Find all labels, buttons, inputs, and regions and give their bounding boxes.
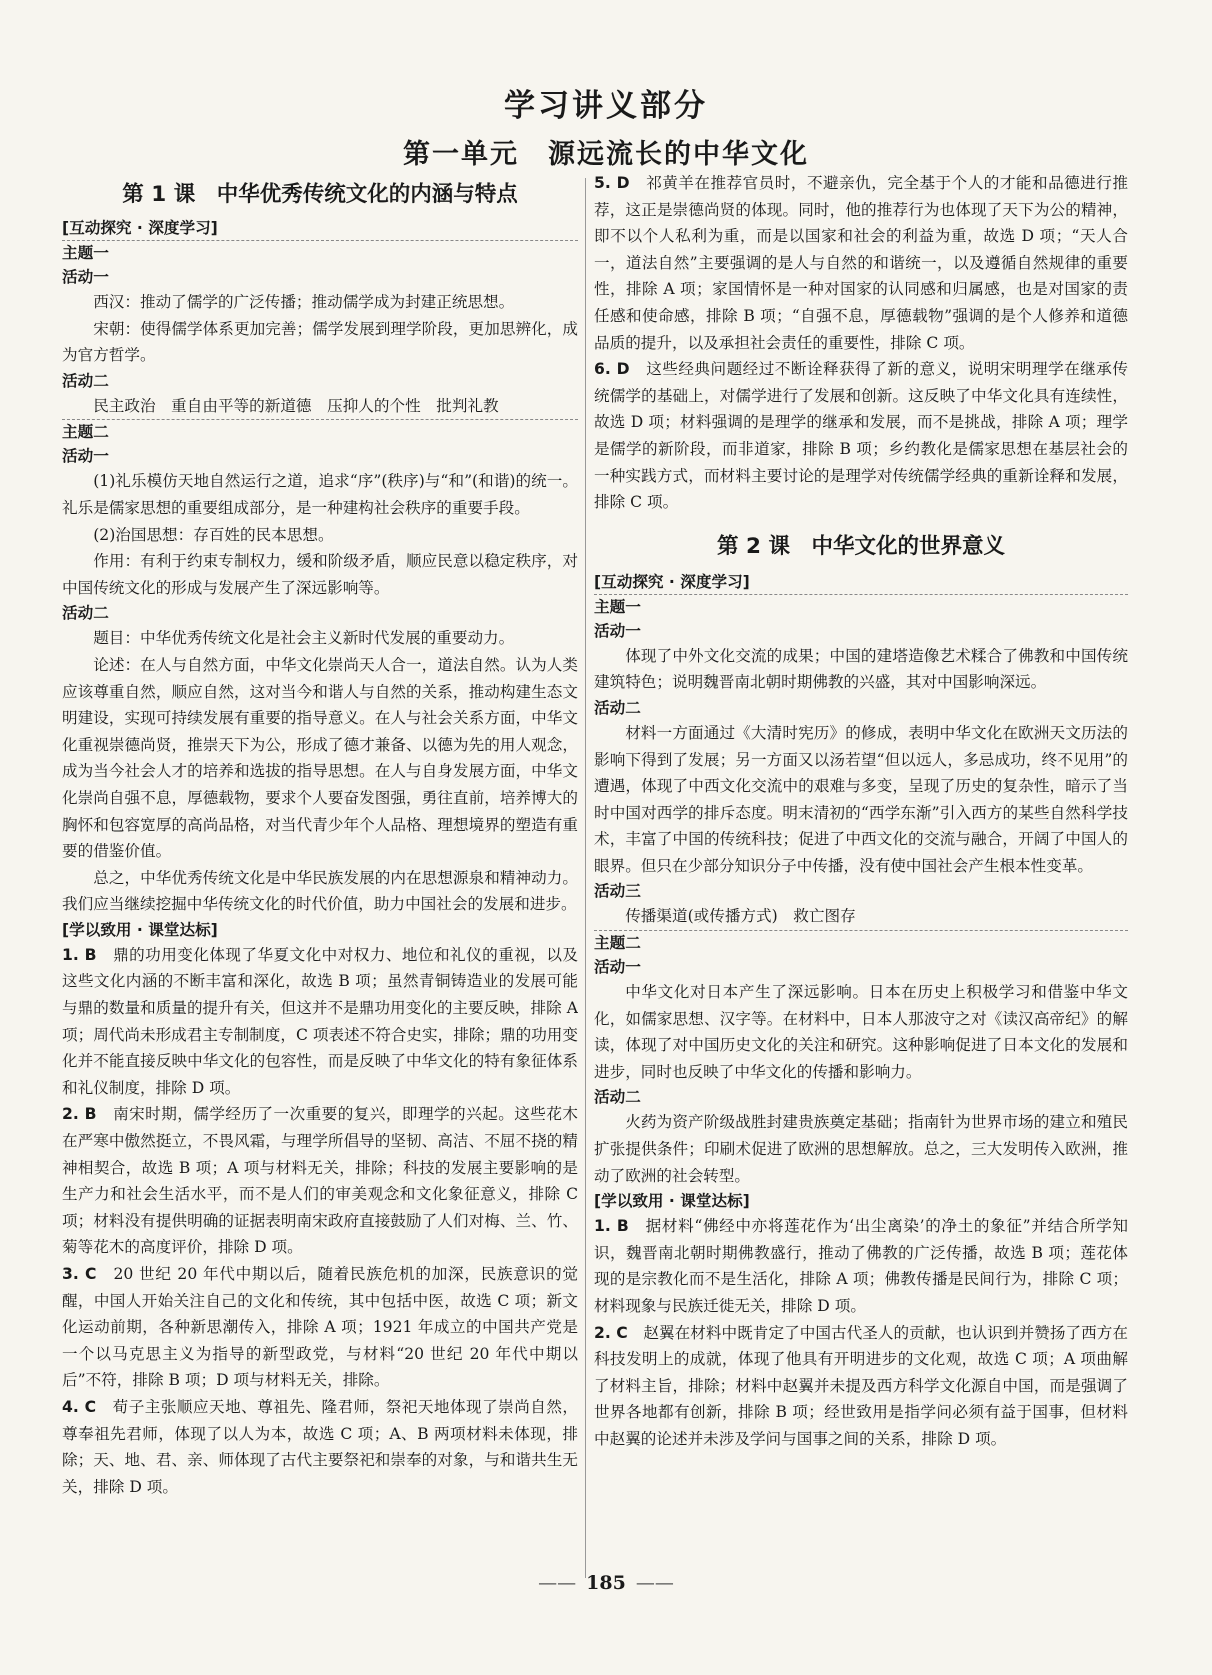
lesson2-t1-activity3-heading: 活动三 [594,882,641,901]
answer-item [62,1261,578,1394]
answer-item [594,1213,1128,1319]
lesson2-t2-activity2-heading: 活动二 [594,1088,641,1107]
lesson1-t1-activity1-heading: 活动一 [62,268,109,286]
lesson1-topic2-heading: 主题二 [62,419,578,444]
paragraph: 总之，中华优秀传统文化是中华民族发展的内在思想源泉和精神动力。我们应当继续挖掘中华传统文化的时代价值，助力中国社会的发展和进步。 [62,868,578,914]
paragraph: 宋朝：使得儒学体系更加完善；儒学发展到理学阶段，更加思辨化，成为官方哲学。 [62,319,578,365]
column-divider [585,178,586,1578]
answer-text: 荀子主张顺应天地、尊祖先、隆君师，祭祀天地体现了崇尚自然，尊奉祖先君师，体现了以人为本，故选 C 项；A、B 两项材料未体现，排除；天、地、君、亲、师体现了古代主要祭祀和崇奉的对象，与和谐共生无关，排除 D 项。 [62,1397,578,1496]
unit-title: 第一单元 源远流长的中华文化 [403,139,809,170]
lesson1-explore-tag: [互动探究 · 深度学习] [62,219,218,237]
paragraph: 传播渠道(或传播方式) 救亡图存 [625,907,856,926]
answer-text: 20 世纪 20 年代中期以后，随着民族危机的加深，民族意识的觉醒，中国人开始关注自己的文化和传统，其中包括中医，故选 C 项；新文化运动前期，各种新思潮传入，排除 A 项；1921 年成立的中国共产党是一个以马克思主义为指导的新型政党，与材料“20 世纪 20 年代中期以后”不符，排除 B 项；D 项与材料无关，排除。 [62,1265,578,1390]
answer-number: 2. B [62,1105,97,1124]
answer-number: 3. C [62,1265,97,1283]
lesson2-topic1-heading: 主题一 [594,594,1128,619]
paragraph: 体现了中外文化交流的成果；中国的建塔造像艺术糅合了佛教和中国传统建筑特色；说明魏晋南北朝时期佛教的兴盛，其对中国影响深远。 [594,646,1128,692]
paragraph: 论述：在人与自然方面，中华文化崇尚天人合一，道法自然。认为人类应该尊重自然，顺应自然，这对当今和谐人与自然的关系，推动构建生态文明建设，实现可持续发展有重要的指导意义。在人与社会关系方面，中华文化重视崇德尚贤，推崇天下为公，形成了德才兼备、以德为先的用人观念，成为当今社会人才的培养和选拔的指导思想。在人与自身发展方面，中华文化崇尚自强不息，厚德载物，要求个人要奋发图强，勇往直前，培养博大的胸怀和包容宽厚的高尚品格，对当代青少年个人品格、理想境界的塑造有重要的借鉴价值。 [62,655,578,861]
answer-text: 据材料“佛经中亦将莲花作为‘出尘离染’的净土的象征”并结合所学知识，魏晋南北朝时期佛教盛行，推动了佛教的广泛传播，故选 B 项；莲花体现的是宗教化而不是生活化，排除 A 项；佛教传播是民间行为，排除 C 项；材料现象与民族迁徙无关，排除 D 项。 [594,1217,1128,1315]
lesson2-title: 第 2 课 中华文化的世界意义 [717,533,1005,559]
paragraph: 作用：有利于约束专制权力，缓和阶级矛盾，顺应民意以稳定秩序，对中国传统文化的形成与发展产生了深远影响等。 [62,552,578,597]
answer-text: 鼎的功用变化体现了华夏文化中对权力、地位和礼仪的重视，以及这些文化内涵的不断丰富和深化，故选 B 项；虽然青铜铸造业的发展可能与鼎的数量和质量的提升有关，但这并不是鼎功用变化的主要反映，排除 A 项；周代尚未形成君主专制制度，C 项表述不符合史实，排除；鼎的功用变化并不能直接反映中华文化的包容性，而是反映了中华文化的特有象征体系和礼仪制度，排除 D 项。 [62,945,578,1097]
lesson1-t2-activity2-heading: 活动二 [62,604,109,623]
answer-item [594,356,1128,516]
lesson1-practice-tag: [学以致用 · 课堂达标] [62,920,218,939]
answer-number: 5. D [594,174,630,192]
lesson2-practice-tag: [学以致用 · 课堂达标] [594,1192,750,1211]
answer-item [594,1320,1128,1453]
answer-number: 4. C [62,1397,97,1416]
lesson2-topic2-heading: 主题二 [594,930,1128,955]
answer-item [62,1101,578,1261]
lesson1-t1-activity2-heading: 活动二 [62,371,109,390]
answer-number: 2. C [594,1323,628,1342]
answer-item [62,942,578,1102]
answer-text: 南宋时期，儒学经历了一次重要的复兴，即理学的兴起。这些花木在严寒中傲然挺立，不畏风霜，与理学所倡导的坚韧、高洁、不屈不挠的精神相契合，故选 B 项；A 项与材料无关，排除；科技的发展主要影响的是生产力和社会生活水平，而不是人们的审美观念和文化象征意义，排除 C 项；材料没有提供明确的证据表明南宋政府直接鼓励了人们对梅、兰、竹、菊等花木的高度评价，排除 D 项。 [62,1105,578,1257]
lesson2-t2-activity1-heading: 活动一 [594,958,641,977]
paragraph: 题目：中华优秀传统文化是社会主义新时代发展的重要动力。 [93,629,515,648]
lesson1-topic1-heading: 主题一 [62,240,578,265]
paragraph: (1)礼乐模仿天地自然运行之道，追求“序”(秩序)与“和”(和谐)的统一。礼乐是儒家思想的重要组成部分，是一种建构社会秩序的重要手段。 [62,472,578,517]
answer-number: 1. B [62,945,97,964]
paragraph: (2)治国思想：存百姓的民本思想。 [93,525,334,544]
paragraph: 西汉：推动了儒学的广泛传播；推动儒学成为封建正统思想。 [93,293,515,311]
lesson2-explore-tag: [互动探究 · 深度学习] [594,572,750,591]
answer-number: 6. D [594,360,630,379]
answer-number: 1. B [594,1217,629,1236]
paragraph: 民主政治 重自由平等的新道德 压抑人的个性 批判礼教 [93,396,499,415]
answer-item [594,170,1128,356]
lesson1-title: 第 1 课 中华优秀传统文化的内涵与特点 [122,182,518,207]
paragraph: 火药为资产阶级战胜封建贵族奠定基础；指南针为世界市场的建立和殖民扩张提供条件；印刷术促进了欧洲的思想解放。总之，三大发明传入欧洲，推动了欧洲的社会转型。 [594,1113,1128,1185]
lesson1-t2-activity1-heading: 活动一 [62,447,109,466]
paragraph: 中华文化对日本产生了深远影响。日本在历史上积极学习和借鉴中华文化，如儒家思想、汉字等。在材料中，日本人那波守之对《读汉高帝纪》的解读，体现了对中国历史文化的关注和研究。这种影响促进了日本文化的发展和进步，同时也反映了中华文化的传播和影响力。 [594,983,1128,1081]
paragraph: 材料一方面通过《大清时宪历》的修成，表明中华文化在欧洲天文历法的影响下得到了发展；另一方面又以汤若望“但以远人，多忌成功，终不见用”的遭遇，体现了中西文化交流中的艰难与多变，呈现了历史的复杂性，暗示了当时中国对西学的排斥态度。明末清初的“西学东渐”引入西方的某些自然科学技术，丰富了中国的传统科技；促进了中西文化的交流与融合，开阔了中国人的眼界。但只在少部分知识分子中传播，没有使中国社会产生根本性变革。 [594,723,1128,875]
left-column [62,178,578,1575]
answer-text: 这些经典问题经过不断诠释获得了新的意义，说明宋明理学在继承传统儒学的基础上，对儒学进行了发展和创新。这反映了中华文化具有连续性，故选 D 项；材料强调的是理学的继承和发展，而不是挑战，排除 A 项；理学是儒学的新阶段，而非道家，排除 B 项；乡约教化是儒家思想在基层社会的一种实践方式，而材料主要讨论的是理学对传统儒学经典的重新诠释和发展，排除 C 项。 [594,360,1128,512]
right-column [594,170,1128,1575]
lesson2-t1-activity2-heading: 活动二 [594,698,641,717]
answer-text: 赵翼在材料中既肯定了中国古代圣人的贡献，也认识到并赞扬了西方在科技发明上的成就，体现了他具有开明进步的文化观，故选 C 项；A 项曲解了材料主旨，排除；材料中赵翼并未提及西方科学文化源自中国，而是强调了世界各地都有创新，排除 B 项；经世致用是指学问必须有益于国事，但材料中赵翼的论述并未涉及学问与国事之间的关系，排除 D 项。 [594,1323,1128,1448]
answer-text: 祁黄羊在推荐官员时，不避亲仇，完全基于个人的才能和品德进行推荐，这正是崇德尚贤的体现。同时，他的推荐行为也体现了天下为公的精神，即不以个人私利为重，而是以国家和社会的利益为重，故选 D 项；“天人合一，道法自然”主要强调的是人与自然的和谐统一，以及遵循自然规律的重要性，排除 A 项；家国情怀是一种对国家的认同感和归属感，也是对国家的责任感和使命感，排除 B 项；“自强不息，厚德载物”强调的是个人修养和道德品质的提升，以及承担社会责任的重要性，排除 C 项。 [594,174,1128,352]
page-number: —— 185 —— [0,1572,1212,1594]
page-title: 学习讲义部分 [504,88,708,124]
lesson2-t1-activity1-heading: 活动一 [594,621,641,640]
answer-item [62,1394,578,1500]
